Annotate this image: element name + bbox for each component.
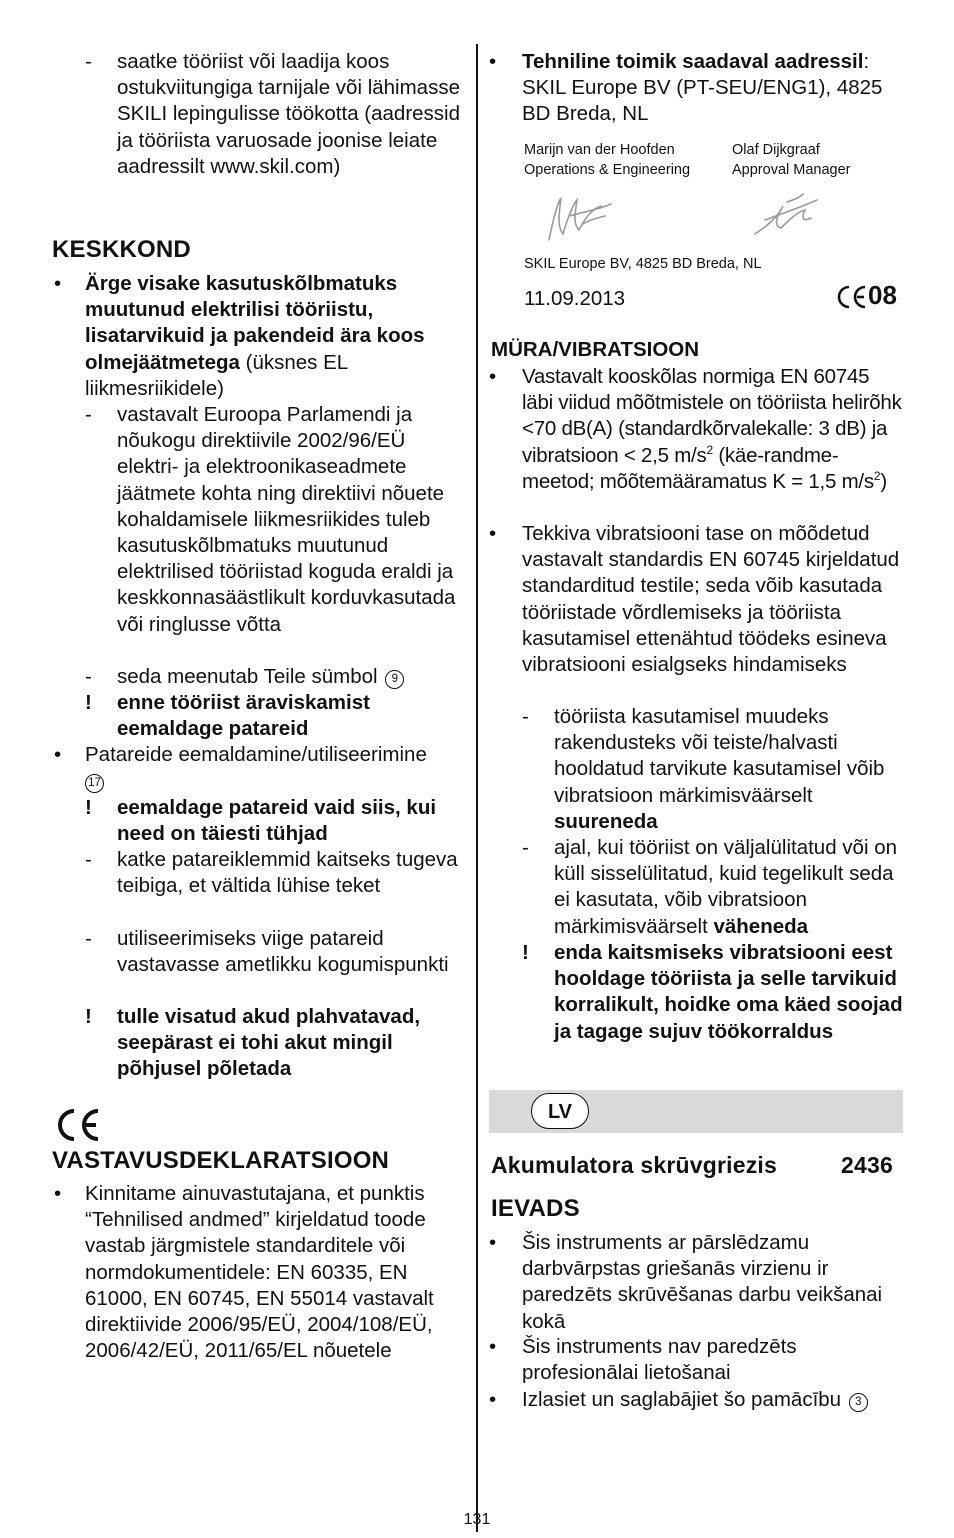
bullet-marker: • xyxy=(489,1388,497,1411)
language-badge-lv: LV xyxy=(531,1093,589,1129)
dash-marker: - xyxy=(522,836,529,859)
symbol-reminder: seda meenutab Teile sümbol 9 xyxy=(117,664,465,690)
bullet-marker: • xyxy=(489,1335,497,1358)
bullet-marker: • xyxy=(489,1231,497,1254)
bullet-marker: • xyxy=(54,1182,62,1205)
exclamation-marker: ! xyxy=(85,691,92,714)
collection-point-text: utiliseerimiseks viige patareid vastavasse ametlikku kogumispunkti xyxy=(117,927,449,977)
lv-product-title: Akumulatora skrūvgriezis xyxy=(491,1152,778,1178)
ce-mark-icon xyxy=(54,1108,102,1142)
dash-marker: - xyxy=(85,665,92,688)
dash-marker: - xyxy=(85,927,92,950)
signatory-2 xyxy=(732,140,851,180)
bullet-marker: • xyxy=(54,743,62,766)
signatory-2-title: Approval Manager xyxy=(732,162,851,178)
page-number: 131 xyxy=(463,1511,491,1528)
signature-2-icon xyxy=(747,190,827,242)
lv-intro-bullet-3: Izlasiet un saglabājiet šo pamācību 3 xyxy=(522,1387,904,1413)
dash-marker: - xyxy=(85,50,92,73)
lv-intro-bullet-2: Šis instruments nav paredzēts profesionālai lietošanai xyxy=(522,1335,797,1385)
ce-year: 08 xyxy=(868,280,897,310)
language-bar xyxy=(489,1090,903,1133)
mura-heading: MÜRA/VIBRATSIOON xyxy=(491,338,700,361)
exclamation-marker: ! xyxy=(522,941,529,964)
signatory-1-name: Marijn van der Hoofden xyxy=(524,142,675,158)
lv-model-number: 2436 xyxy=(841,1152,893,1178)
signatory-1-title: Operations & Engineering xyxy=(524,162,691,178)
vastavus-heading: VASTAVUSDEKLARATSIOON xyxy=(52,1147,390,1174)
lv-intro-bullet-1: Šis instruments ar pārslēdzamu darbvārpstas griešanās virzienu ir paredzēts skrūvēšanas darbu veikšanai kokā xyxy=(522,1231,883,1333)
bullet-marker: • xyxy=(489,365,497,388)
declaration-text: Kinnitame ainuvastutajana, et punktis “Tehnilised andmed” kirjeldatud toode vastab järgmistele standarditele või normdokumentidele: EN 60335, EN 61000, EN 60745, EN 55014 vastavalt direktiivide 2006/95/EÜ, 2004/108/EÜ, 2006/42/EÜ, 2011/65/EL nõuetele xyxy=(85,1182,434,1363)
signature-1-icon xyxy=(539,190,619,246)
disposal-bullet xyxy=(85,271,465,402)
disposal-bold: Ärge visake kasutuskõlbmatuks muutunud elektrilisi tööriistu, lisatarvikuid ja pakendeid ära koos olmejäätmetega xyxy=(85,272,425,374)
technical-file-text: Tehniline toimik saadaval aadressil: SKIL Europe BV (PT-SEU/ENG1), 4825 BD Breda, NL xyxy=(522,50,883,126)
battery-disposal-bullet: Patareide eemaldamine/utiliseerimine 17 xyxy=(85,742,470,794)
exclamation-marker: ! xyxy=(85,1005,92,1028)
bullet-marker: • xyxy=(489,50,497,73)
company-address: SKIL Europe BV, 4825 BD Breda, NL xyxy=(524,256,762,272)
warranty-return-text: saatke tööriist või laadija koos ostukviitungiga tarnijale või lähimasse SKILI lepingulisse töökotta (aadressid ja tööriista varuosade joonise leiate aadressilt www.skil.com) xyxy=(117,50,461,178)
figure-ref-3: 3 xyxy=(849,1393,868,1412)
figure-ref-9: 9 xyxy=(385,670,404,689)
vibration-decrease-text: ajal, kui tööriist on väljalülitatud või on küll sisselülitatud, kuid tegelikult seda ei kasutata, võib vibratsioon märkimisväärselt väheneda xyxy=(554,836,897,938)
figure-ref-17: 17 xyxy=(85,774,104,793)
dash-marker: - xyxy=(85,848,92,871)
exclamation-marker: ! xyxy=(85,796,92,819)
vibration-measurement-text: Tekkiva vibratsiooni tase on mõõdetud vastavalt standardis EN 60745 kirjeldatud standarditud testile; seda võib kasutada tööriistade võrdlemiseks ja tööriista kasutamisel ettenähtud töödeks esineva vibratsiooni esialgseks hindamiseks xyxy=(522,522,900,677)
bullet-marker: • xyxy=(54,272,62,295)
signatory-2-name: Olaf Dijkgraaf xyxy=(732,142,820,158)
dash-marker: - xyxy=(85,403,92,426)
tape-terminals-text: katke patareiklemmid kaitseks tugeva teibiga, et vältida lühise teket xyxy=(117,848,458,898)
ce-small-icon xyxy=(836,285,868,309)
signatory-1 xyxy=(524,140,690,180)
bullet-marker: • xyxy=(489,522,497,545)
directive-text: vastavalt Euroopa Parlamendi ja nõukogu direktiivile 2002/96/EÜ elektri- ja elektroonikaseadmete jäätmete kohta ning direktiivi nõuete kohaldamisele liikmesriikides tuleb kasutuskõlbmatuks muutunud elektrilised tööriistad koguda eraldi ja keskkonnasäästlikult korduvkasutada või ringlusse võtta xyxy=(117,403,456,636)
column-divider xyxy=(476,44,478,1532)
declaration-date: 11.09.2013 xyxy=(524,287,626,310)
vibration-protection-warning: enda kaitsmiseks vibratsiooni eest hooldage tööriista ja selle tarvikuid korralikult, hoidke oma käed soojad ja tagage sujuv töökorraldus xyxy=(554,941,903,1043)
fire-warning: tulle visatud akud plahvatavad, seepärast ei tohi akut mingil põhjusel põletada xyxy=(117,1005,421,1081)
empty-batteries-warning: eemaldage patareid vaid siis, kui need on täiesti tühjad xyxy=(117,796,437,846)
noise-vibration-values: Vastavalt kooskõlas normiga EN 60745 läbi viidud mõõtmistele on tööriista helirõhk <70 dB(A) (standardkõrvalekalle: 3 dB) ja vibratsioon < 2,5 $m/s^2$ (käe-randme-meetod; mõõtemääramatus K = 1,5 $m/s^2$) xyxy=(522,365,902,493)
dash-marker: - xyxy=(522,705,529,728)
keskkond-heading: KESKKOND xyxy=(52,236,191,263)
disposal-normal: (üksnes EL liikmesriikidele) xyxy=(85,350,348,400)
vibration-increase-text: tööriista kasutamisel muudeks rakendusteks või teiste/halvasti hooldatud tarvikute kasutamisel võib vibratsioon märkimisväärselt suureneda xyxy=(554,705,885,833)
remove-batteries-warning: enne tööriist äraviskamist eemaldage patareid xyxy=(117,691,370,741)
ievads-heading: IEVADS xyxy=(491,1195,580,1222)
